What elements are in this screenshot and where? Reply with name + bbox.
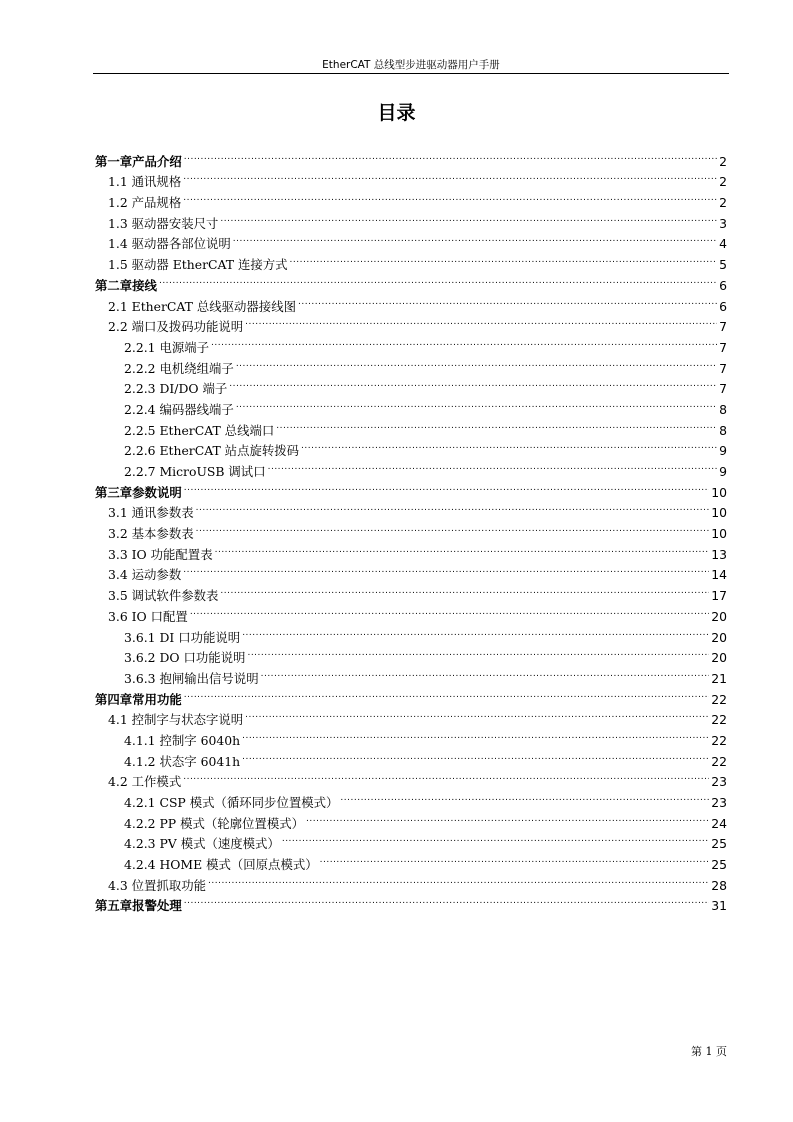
toc-entry-label: 1.1 通讯规格	[108, 174, 182, 190]
dot-leader	[183, 186, 717, 207]
toc-entry[interactable]	[95, 559, 727, 583]
toc-entry-label: 4.1 控制字与状态字说明	[108, 712, 244, 728]
dot-leader	[276, 414, 717, 435]
dot-leader	[290, 248, 718, 269]
dot-leader	[236, 352, 717, 373]
toc-entry[interactable]	[95, 621, 727, 645]
toc-entry-label: 1.4 驱动器各部位说明	[108, 236, 231, 252]
page-header: EtherCAT 总线型步进驱动器用户手册	[322, 59, 500, 71]
toc-entry[interactable]	[95, 269, 727, 293]
toc-entry[interactable]	[95, 786, 727, 810]
toc-entry-label: 第一章产品介绍	[95, 153, 182, 169]
toc-entry-label: 4.1.2 状态字 6041h	[124, 753, 241, 769]
dot-leader	[298, 290, 717, 311]
dot-leader	[220, 579, 709, 600]
toc-entry[interactable]	[95, 290, 727, 314]
toc-entry[interactable]	[95, 579, 727, 604]
header-divider	[93, 73, 729, 74]
toc-entry-label: 2.2 端口及拨码功能说明	[108, 319, 244, 335]
dot-leader	[184, 145, 717, 166]
dot-leader	[184, 890, 709, 911]
dot-leader	[184, 683, 709, 704]
toc-entry-page: 2	[719, 195, 727, 211]
toc-entry-label: 3.6.1 DI 口功能说明	[124, 629, 241, 645]
dot-leader	[211, 331, 717, 352]
toc-entry[interactable]	[95, 186, 727, 211]
dot-leader	[196, 497, 710, 518]
dot-leader	[261, 662, 710, 683]
toc-entry-page: 25	[711, 857, 727, 873]
toc-entry-page: 7	[719, 339, 727, 355]
toc-entry-label: 3.6 IO 口配置	[108, 608, 188, 624]
toc-entry[interactable]	[95, 704, 727, 728]
toc-entry[interactable]	[95, 766, 727, 790]
toc-entry-page: 20	[711, 608, 727, 624]
toc-entry-page: 10	[711, 505, 727, 521]
toc-entry-page: 8	[719, 401, 727, 417]
toc-entry-page: 23	[711, 795, 727, 810]
toc-entry-page: 13	[711, 546, 727, 562]
dot-leader	[242, 724, 709, 745]
toc-entry-label: 3.4 运动参数	[108, 567, 182, 583]
toc-entry[interactable]	[95, 145, 727, 169]
toc-entry-page: 10	[711, 484, 727, 500]
toc-entry-page: 2	[719, 174, 727, 190]
toc-entry-label: 3.2 基本参数表	[108, 526, 194, 542]
toc-entry-page: 25	[711, 836, 727, 852]
dot-leader	[236, 393, 717, 414]
toc-entry-page: 20	[711, 650, 727, 666]
toc-entry-label: 4.1.1 控制字 6040h	[124, 732, 241, 748]
toc-entry-page: 31	[711, 898, 727, 914]
toc-entry-label: 3.6.3 抱闸输出信号说明	[124, 670, 259, 686]
toc-entry[interactable]	[95, 166, 727, 190]
page-title: 目录	[377, 102, 416, 124]
dot-leader	[215, 538, 710, 559]
toc-entry-label: 4.2.1 CSP 模式（循环同步位置模式）	[124, 795, 339, 810]
dot-leader	[183, 559, 709, 580]
dot-leader	[220, 207, 717, 228]
toc-entry-label: 1.5 驱动器 EtherCAT 连接方式	[108, 257, 288, 273]
dot-leader	[282, 828, 709, 849]
toc-entry-page: 21	[711, 670, 727, 686]
toc-entry-label: 3.1 通讯参数表	[108, 505, 194, 521]
dot-leader	[159, 269, 717, 290]
toc-entry-page: 22	[711, 712, 727, 728]
toc-entry-label: 3.6.2 DO 口功能说明	[124, 650, 246, 666]
dot-leader	[183, 166, 717, 187]
dot-leader	[183, 766, 709, 787]
toc-entry-label: 4.2 工作模式	[108, 774, 182, 790]
dot-leader	[340, 786, 709, 807]
toc-entry-page: 24	[711, 815, 727, 831]
page-number: 第 1 页	[691, 1045, 727, 1058]
toc-entry-page: 17	[711, 588, 727, 604]
toc-entry-page: 7	[719, 381, 727, 397]
dot-leader	[320, 848, 710, 869]
toc-entry-label: 第二章接线	[95, 277, 157, 293]
dot-leader	[301, 435, 717, 456]
dot-leader	[190, 600, 709, 621]
toc-entry[interactable]	[95, 890, 727, 914]
toc-entry-page: 6	[719, 298, 727, 314]
dot-leader	[245, 311, 717, 332]
toc-entry-label: 第四章常用功能	[95, 691, 182, 707]
dot-leader	[233, 228, 717, 249]
toc-entry-label: 4.2.4 HOME 模式（回原点模式）	[124, 857, 318, 873]
dot-leader	[242, 621, 709, 642]
toc-entry-label: 3.5 调试软件参数表	[108, 588, 219, 604]
toc-entry-page: 8	[719, 422, 727, 438]
toc-entry-label: 2.2.6 EtherCAT 站点旋转拨码	[124, 443, 300, 459]
toc-entry[interactable]	[95, 207, 727, 231]
toc-entry-label: 4.2.2 PP 模式（轮廓位置模式）	[124, 815, 304, 831]
toc-entry-page: 22	[711, 732, 727, 748]
toc-entry-page: 4	[719, 236, 727, 252]
toc-entry-page: 9	[719, 464, 727, 479]
toc-entry-page: 5	[719, 257, 727, 273]
toc-entry-page: 22	[711, 753, 727, 769]
dot-leader	[229, 373, 717, 394]
toc-entry-label: 1.2 产品规格	[108, 195, 182, 211]
toc-entry-page: 10	[711, 526, 727, 542]
toc-entry[interactable]	[95, 476, 727, 500]
toc-entry-page: 3	[719, 215, 727, 231]
toc-entry-page: 7	[719, 360, 727, 376]
toc-entry-page: 7	[719, 319, 727, 335]
toc-entry-label: 2.2.3 DI/DO 端子	[124, 381, 228, 397]
dot-leader	[242, 745, 709, 766]
toc-entry-label: 第三章参数说明	[95, 484, 182, 500]
toc-entry-label: 2.1 EtherCAT 总线驱动器接线图	[108, 298, 296, 314]
toc-entry-label: 4.3 位置抓取功能	[108, 877, 206, 893]
toc-entry-page: 9	[719, 443, 727, 459]
toc-entry-page: 20	[711, 629, 727, 645]
toc-entry[interactable]	[95, 600, 727, 624]
dot-leader	[208, 869, 709, 890]
toc-entry-label: 4.2.3 PV 模式（速度模式）	[124, 836, 280, 852]
toc-entry-page: 28	[711, 877, 727, 893]
toc-entry-label: 3.3 IO 功能配置表	[108, 546, 213, 562]
dot-leader	[247, 642, 709, 663]
toc-entry-label: 2.2.4 编码器线端子	[124, 401, 234, 417]
dot-leader	[196, 517, 710, 538]
toc-entry-label: 2.2.2 电机绕组端子	[124, 360, 234, 376]
toc-entry-label: 2.2.5 EtherCAT 总线端口	[124, 422, 275, 438]
toc-entry-page: 6	[719, 277, 727, 293]
toc-entry-label: 第五章报警处理	[95, 898, 182, 914]
toc-entry-page: 2	[719, 153, 727, 169]
toc-entry-label: 2.2.1 电源端子	[124, 339, 210, 355]
dot-leader	[184, 476, 709, 497]
toc-entry[interactable]	[95, 683, 727, 707]
toc-entry-page: 22	[711, 691, 727, 707]
toc-entry-label: 2.2.7 MicroUSB 调试口	[124, 464, 266, 479]
toc-entry-page: 23	[711, 774, 727, 790]
dot-leader	[245, 704, 709, 725]
table-of-contents	[95, 145, 727, 914]
toc-entry[interactable]	[95, 497, 727, 521]
dot-leader	[306, 807, 709, 828]
toc-entry-label: 1.3 驱动器安装尺寸	[108, 215, 219, 231]
toc-entry-page: 14	[711, 567, 727, 583]
dot-leader	[268, 455, 718, 476]
